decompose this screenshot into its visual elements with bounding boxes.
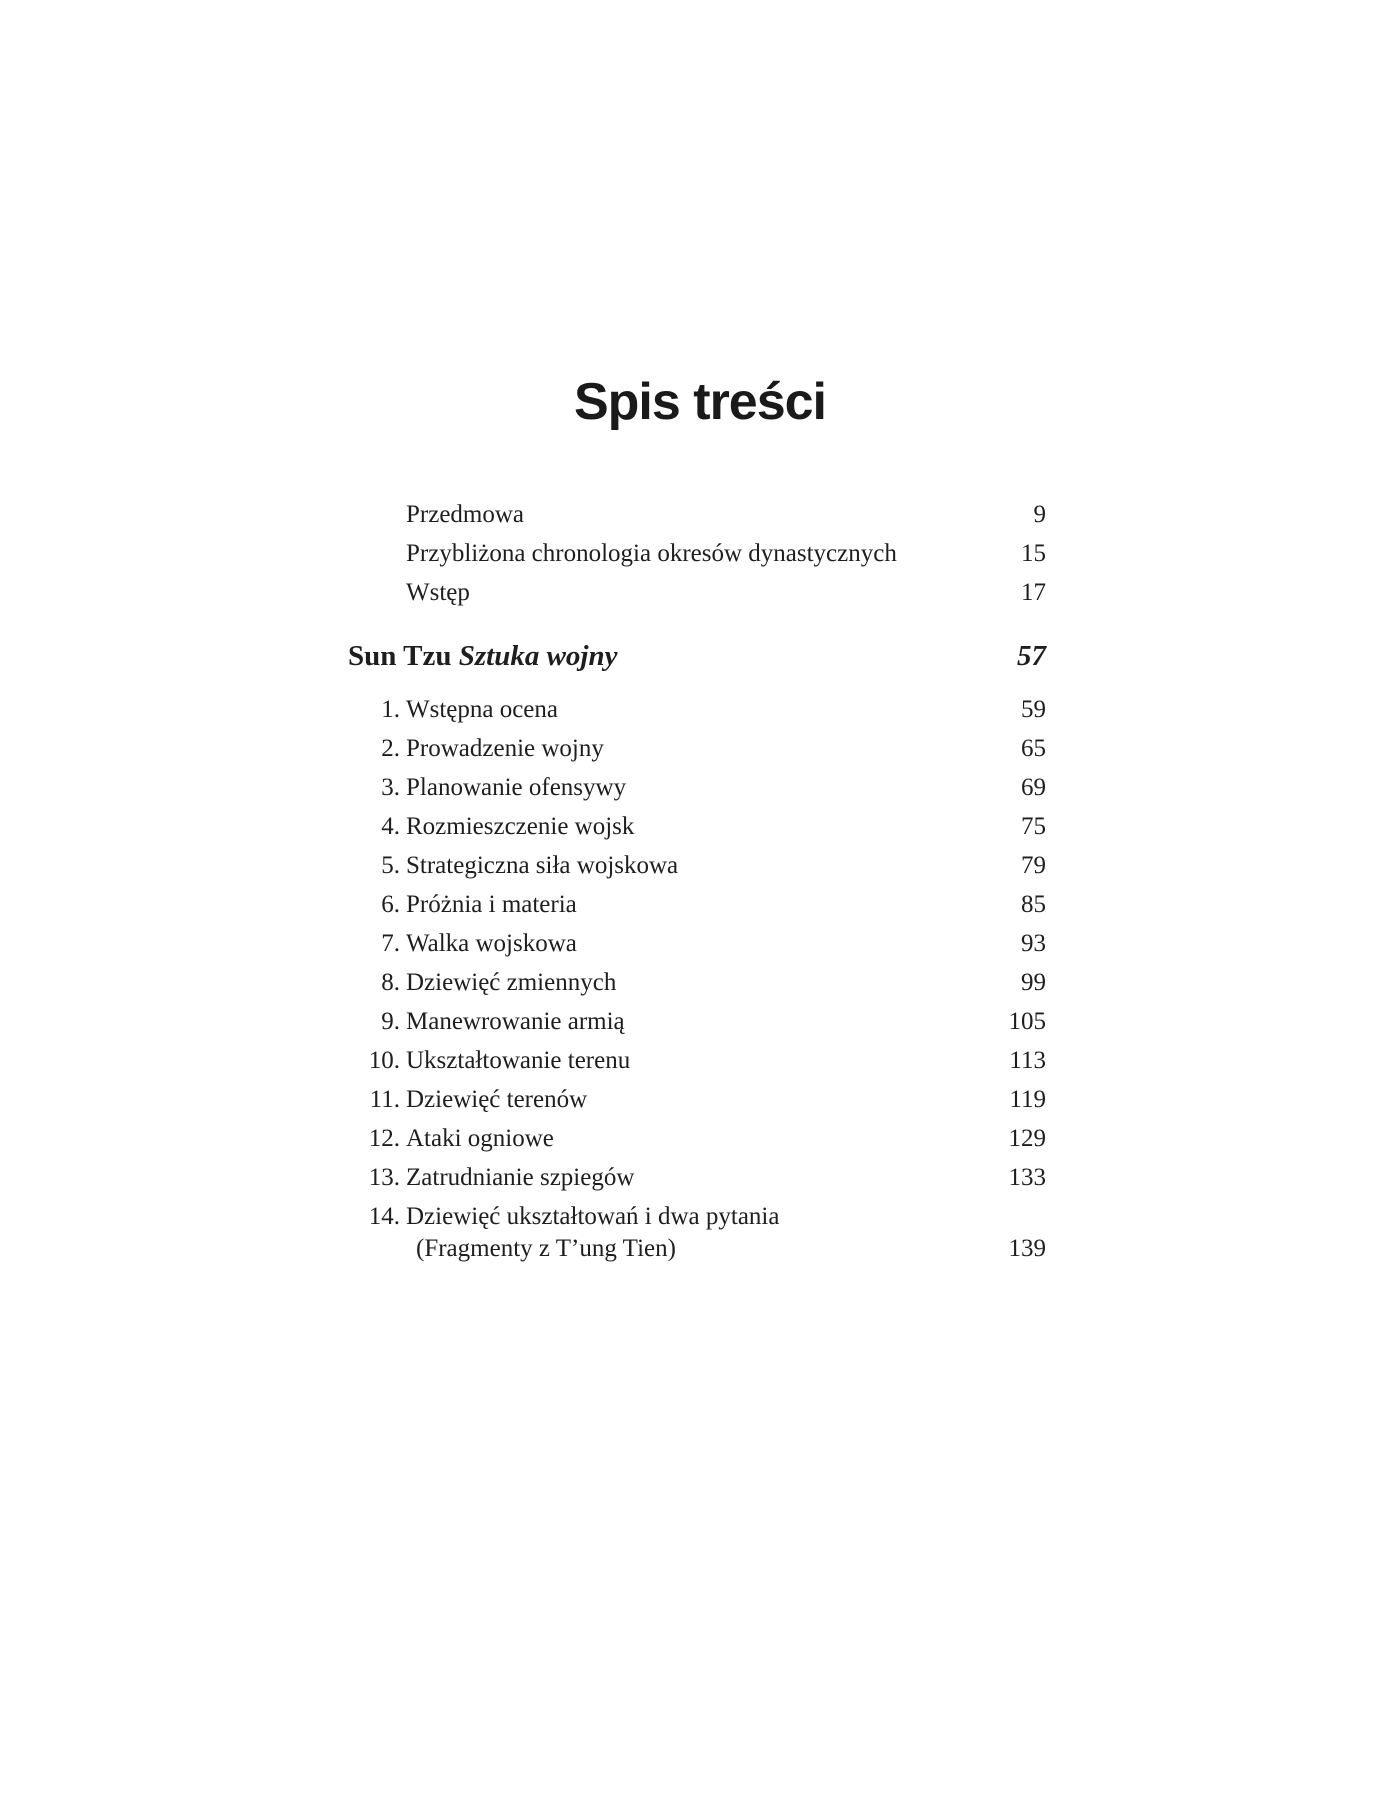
chapter-label: Manewrowanie armią [406, 1008, 625, 1035]
toc-chapter-8[interactable] [340, 963, 1046, 1002]
page-title: Spis treści [573, 373, 827, 431]
chapter-label: Próżnia i materia [406, 891, 577, 918]
toc-chapter-14-continuation[interactable] [340, 1229, 1046, 1268]
toc-chapter-5[interactable] [340, 846, 1046, 885]
chapter-label: Dziewięć zmiennych [406, 969, 617, 996]
chapter-number: 11. [369, 1086, 400, 1113]
chapter-page: 59 [1021, 696, 1046, 723]
chapter-page: 75 [1021, 813, 1046, 840]
chapter-number: 7. [381, 930, 400, 957]
chapter-label: Ukształtowanie terenu [406, 1047, 631, 1074]
toc-chapter-7[interactable] [340, 924, 1046, 963]
chapter-label: Wstępna ocena [406, 696, 559, 723]
toc-entry-label: Przedmowa [406, 501, 525, 528]
chapter-number: 3. [381, 774, 400, 801]
toc-entry-page: 15 [1021, 540, 1046, 567]
chapter-page: 99 [1021, 969, 1046, 996]
chapter-number: 2. [381, 735, 400, 762]
chapter-number: 6. [381, 891, 400, 918]
toc-chapter-10[interactable] [340, 1041, 1046, 1080]
chapter-label: Zatrudnianie szpiegów [406, 1164, 635, 1191]
section-label-plain: Sun Tzu [348, 640, 459, 672]
chapter-page: 119 [1009, 1086, 1046, 1113]
toc-entry-label: Przybliżona chronologia okresów dynastycznych [406, 540, 897, 567]
toc-chapter-6[interactable] [340, 885, 1046, 924]
toc-entry-przedmowa[interactable] [340, 495, 1046, 534]
chapter-page: 139 [1008, 1235, 1046, 1262]
chapter-page: 113 [1009, 1047, 1046, 1074]
toc-entry-wstep[interactable] [340, 573, 1046, 612]
chapter-number: 5. [381, 852, 400, 879]
chapter-label: Dziewięć terenów [406, 1086, 588, 1113]
chapter-number: 12. [368, 1125, 400, 1152]
toc-entry-page: 17 [1021, 579, 1046, 606]
chapter-label: Walka wojskowa [406, 930, 577, 957]
chapter-number: 13. [368, 1164, 400, 1191]
chapter-number: 4. [381, 813, 400, 840]
toc-chapter-12[interactable] [340, 1119, 1046, 1158]
section-label [348, 633, 617, 679]
toc-entry-label: Wstęp [406, 579, 470, 606]
chapter-number: 9. [381, 1008, 400, 1035]
toc-chapter-13[interactable] [340, 1158, 1046, 1197]
chapter-page: 129 [1008, 1125, 1046, 1152]
chapter-number: 14. [368, 1203, 400, 1230]
chapter-page: 79 [1021, 852, 1046, 879]
section-page: 57 [1017, 640, 1046, 672]
chapter-page: 133 [1008, 1164, 1046, 1191]
chapter-page: 85 [1021, 891, 1046, 918]
chapter-label: Strategiczna siła wojskowa [406, 852, 679, 879]
toc-chapter-1[interactable] [340, 690, 1046, 729]
toc-entry-chronologia[interactable] [340, 534, 1046, 573]
toc-chapter-9[interactable] [340, 1002, 1046, 1041]
chapter-page: 105 [1008, 1008, 1046, 1035]
toc-chapter-4[interactable] [340, 807, 1046, 846]
chapter-page: 65 [1021, 735, 1046, 762]
toc-chapter-11[interactable] [340, 1080, 1046, 1119]
toc-entry-page: 9 [1033, 501, 1046, 528]
chapter-page: 69 [1021, 774, 1046, 801]
chapter-label: Prowadzenie wojny [406, 735, 604, 762]
toc-chapter-2[interactable] [340, 729, 1046, 768]
toc-section-heading[interactable] [348, 633, 1046, 679]
chapter-number: 10. [368, 1047, 400, 1074]
section-label-italic: Sztuka wojny [458, 640, 618, 672]
chapter-number: 1. [381, 696, 400, 723]
chapter-page: 93 [1021, 930, 1046, 957]
chapter-label: Dziewięć ukształtowań i dwa pytania [406, 1203, 780, 1230]
chapter-label: Ataki ogniowe [406, 1125, 554, 1152]
chapter-label-continuation: (Fragmenty z T’ung Tien) [416, 1235, 676, 1262]
toc-chapter-3[interactable] [340, 768, 1046, 807]
chapter-label: Planowanie ofensywy [406, 774, 627, 801]
chapter-number: 8. [381, 969, 400, 996]
chapter-label: Rozmieszczenie wojsk [406, 813, 635, 840]
